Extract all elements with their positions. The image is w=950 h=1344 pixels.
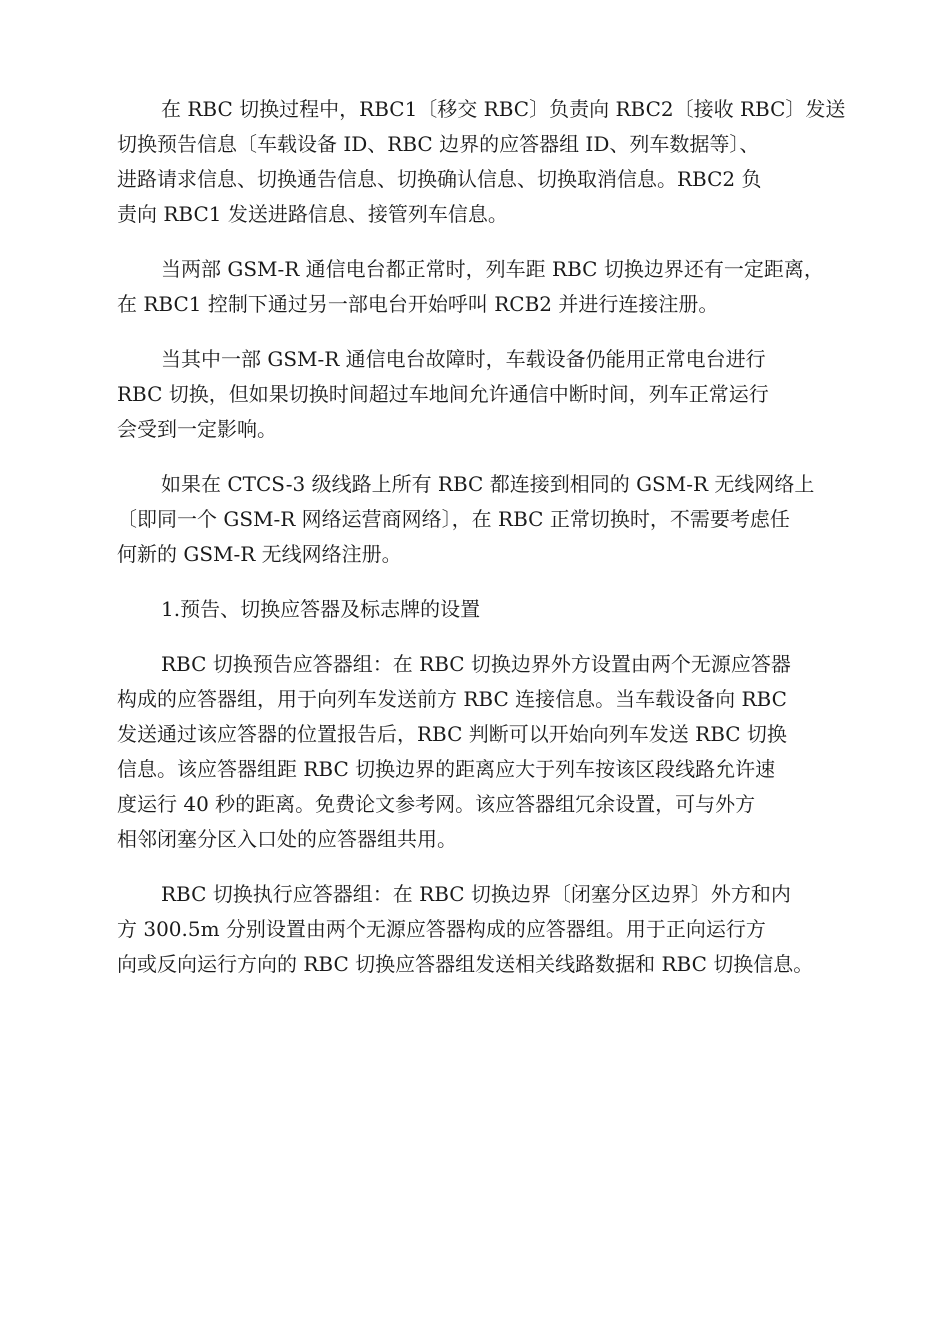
text-line: 信息。该应答器组距 RBC 切换边界的距离应大于列车按该区段线路允许速 <box>117 757 776 781</box>
document-body <box>117 92 857 1002</box>
paragraph-two-radios-normal <box>117 252 857 322</box>
text-line: 〔即同一个 GSM-R 网络运营商网络〕，在 RBC 正常切换时，不需要考虑任 <box>117 507 790 531</box>
text-line: RBC 切换执行应答器组：在 RBC 切换边界〔闭塞分区边界〕外方和内 <box>161 882 791 906</box>
text-line: 如果在 CTCS-3 级线路上所有 RBC 都连接到相同的 GSM-R 无线网络上 <box>161 472 815 496</box>
paragraph-same-network <box>117 467 857 572</box>
text-line: 方 300.5m 分别设置由两个无源应答器构成的应答器组。用于正向运行方 <box>117 917 766 941</box>
text-line: 责向 RBC1 发送进路信息、接管列车信息。 <box>117 202 508 226</box>
text-line: 构成的应答器组，用于向列车发送前方 RBC 连接信息。当车载设备向 RBC <box>117 687 787 711</box>
text-line: RBC 切换预告应答器组：在 RBC 切换边界外方设置由两个无源应答器 <box>161 652 791 676</box>
text-line: 当其中一部 GSM-R 通信电台故障时，车载设备仍能用正常电台进行 <box>161 347 766 371</box>
text-line: 进路请求信息、切换通告信息、切换确认信息、切换取消信息。RBC2 负 <box>117 167 762 191</box>
text-line: 当两部 GSM-R 通信电台都正常时，列车距 RBC 切换边界还有一定距离， <box>161 257 824 281</box>
paragraph-announcement-balise-group <box>117 647 857 857</box>
section-heading-text: 1.预告、切换应答器及标志牌的设置 <box>161 597 481 621</box>
paragraph-one-radio-fault <box>117 342 857 447</box>
section-heading <box>117 592 857 627</box>
text-line: RBC 切换，但如果切换时间超过车地间允许通信中断时间，列车正常运行 <box>117 382 769 406</box>
text-line: 发送通过该应答器的位置报告后，RBC 判断可以开始向列车发送 RBC 切换 <box>117 722 787 746</box>
text-line: 切换预告信息〔车载设备 ID、RBC 边界的应答器组 ID、列车数据等〕、 <box>117 132 760 156</box>
text-line: 在 RBC1 控制下通过另一部电台开始呼叫 RCB2 并进行连接注册。 <box>117 292 719 316</box>
text-line: 会受到一定影响。 <box>117 417 277 441</box>
paragraph-rbc-handover-process <box>117 92 857 232</box>
text-line: 何新的 GSM-R 无线网络注册。 <box>117 542 402 566</box>
paragraph-execution-balise-group <box>117 877 857 982</box>
text-line: 向或反向运行方向的 RBC 切换应答器组发送相关线路数据和 RBC 切换信息。 <box>117 952 814 976</box>
text-line: 在 RBC 切换过程中，RBC1〔移交 RBC〕负责向 RBC2〔接收 RBC〕发送 <box>161 97 846 121</box>
text-line: 度运行 40 秒的距离。免费论文参考网。该应答器组冗余设置，可与外方 <box>117 792 756 816</box>
text-line: 相邻闭塞分区入口处的应答器组共用。 <box>117 827 457 851</box>
